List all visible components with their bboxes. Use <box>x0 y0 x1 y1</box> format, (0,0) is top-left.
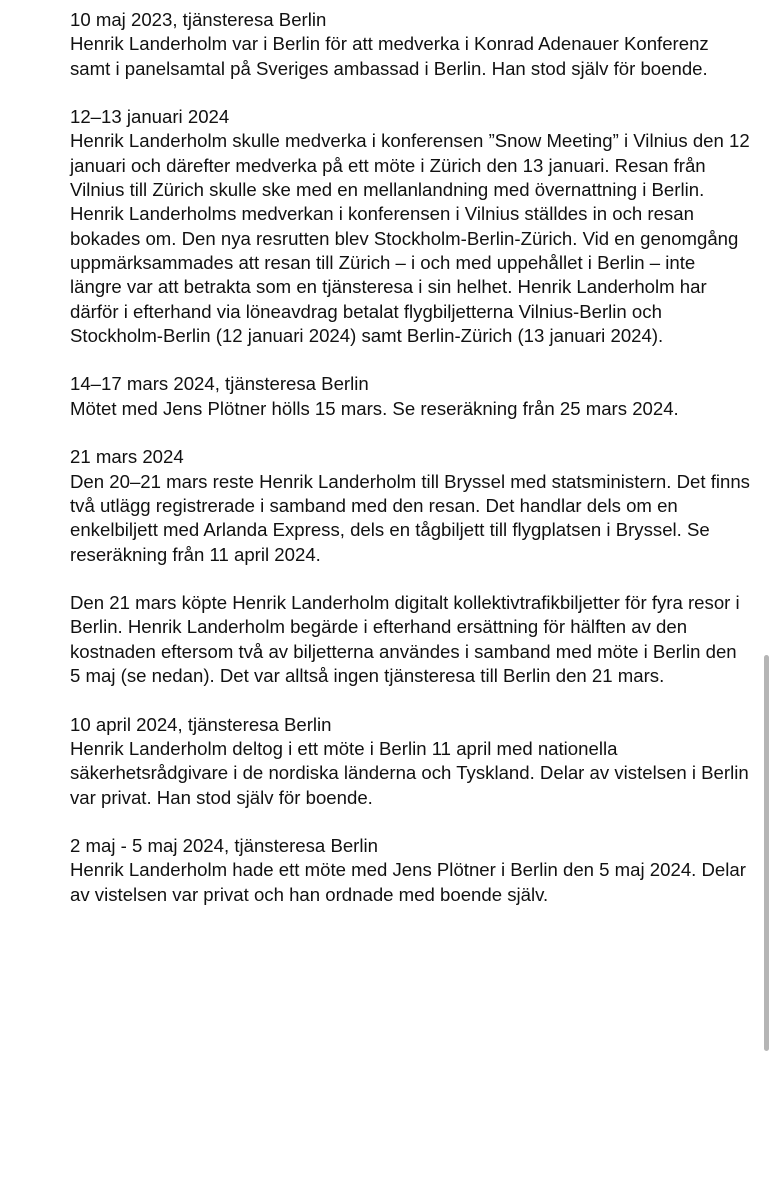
entry-text: Mötet med Jens Plötner hölls 15 mars. Se reseräkning från 25 mars 2024. <box>70 397 679 419</box>
entry-2024-03-21-tickets <box>70 591 750 688</box>
entry-2024-03-14 <box>70 372 750 421</box>
entry-heading: 2 maj - 5 maj 2024, tjänsteresa Berlin <box>70 835 378 857</box>
entry-2024-01-12 <box>70 105 750 348</box>
entry-text: Henrik Landerholm skulle medverka i konferensen ”Snow Meeting” i Vilnius den 12 januari och därefter medverka på ett möte i Zürich den 13 januari. Resan från Vilnius till Zürich skulle ske med en mellanlandning med övernattning i Berlin. Henrik Landerholms medverkan i konferensen i Vilnius ställdes in och resan bokades om. Den nya resrutten blev Stockholm-Berlin-Zürich. Vid en genomgång uppmärksammades att resan till Zürich – i och med uppehållet i Berlin – inte längre var att betrakta som en tjänsteresa i sin helhet. Henrik Landerholm har därför i efterhand via löneavdrag betalat flygbiljetterna Vilnius-Berlin och Stockholm-Berlin (12 januari 2024) samt Berlin-Zürich (13 januari 2024). <box>70 130 750 346</box>
entry-heading: 10 april 2024, tjänsteresa Berlin <box>70 713 332 735</box>
entry-2024-03-21 <box>70 445 750 566</box>
entry-text: Den 20–21 mars reste Henrik Landerholm till Bryssel med statsministern. Det finns två utlägg registrerade i samband med den resan. Det handlar dels om en enkelbiljett med Arlanda Express, dels en tågbiljett till flygplatsen i Bryssel. Se reseräkning från 11 april 2024. <box>70 470 750 565</box>
entry-2024-04-10 <box>70 713 750 810</box>
entry-text: Henrik Landerholm hade ett möte med Jens Plötner i Berlin den 5 maj 2024. Delar av vistelsen var privat och han ordnade med boende själv. <box>70 859 746 905</box>
entry-heading: 12–13 januari 2024 <box>70 106 230 128</box>
entry-text: Henrik Landerholm var i Berlin för att medverka i Konrad Adenauer Konferenz samt i panelsamtal på Sveriges ambassad i Berlin. Han stod själv för boende. <box>70 33 709 79</box>
entry-text: Henrik Landerholm deltog i ett möte i Berlin 11 april med nationella säkerhetsrådgivare i de nordiska länderna och Tyskland. Delar av vistelsen i Berlin var privat. Han stod själv för boende. <box>70 737 749 808</box>
document-body <box>70 8 750 931</box>
entry-heading: 14–17 mars 2024, tjänsteresa Berlin <box>70 373 369 395</box>
entry-text: Den 21 mars köpte Henrik Landerholm digitalt kollektivtrafikbiljetter för fyra resor i Berlin. Henrik Landerholm begärde i efterhand ersättning för hälften av den kostnaden eftersom två av biljetterna användes i samband med möte i Berlin den 5 maj (se nedan). Det var alltså ingen tjänsteresa till Berlin den 21 mars. <box>70 592 740 687</box>
vertical-scrollbar[interactable] <box>764 655 769 1051</box>
entry-2024-05-02 <box>70 834 750 907</box>
entry-2023-05-10 <box>70 8 750 81</box>
entry-heading: 10 maj 2023, tjänsteresa Berlin <box>70 9 327 30</box>
entry-heading: 21 mars 2024 <box>70 446 184 468</box>
